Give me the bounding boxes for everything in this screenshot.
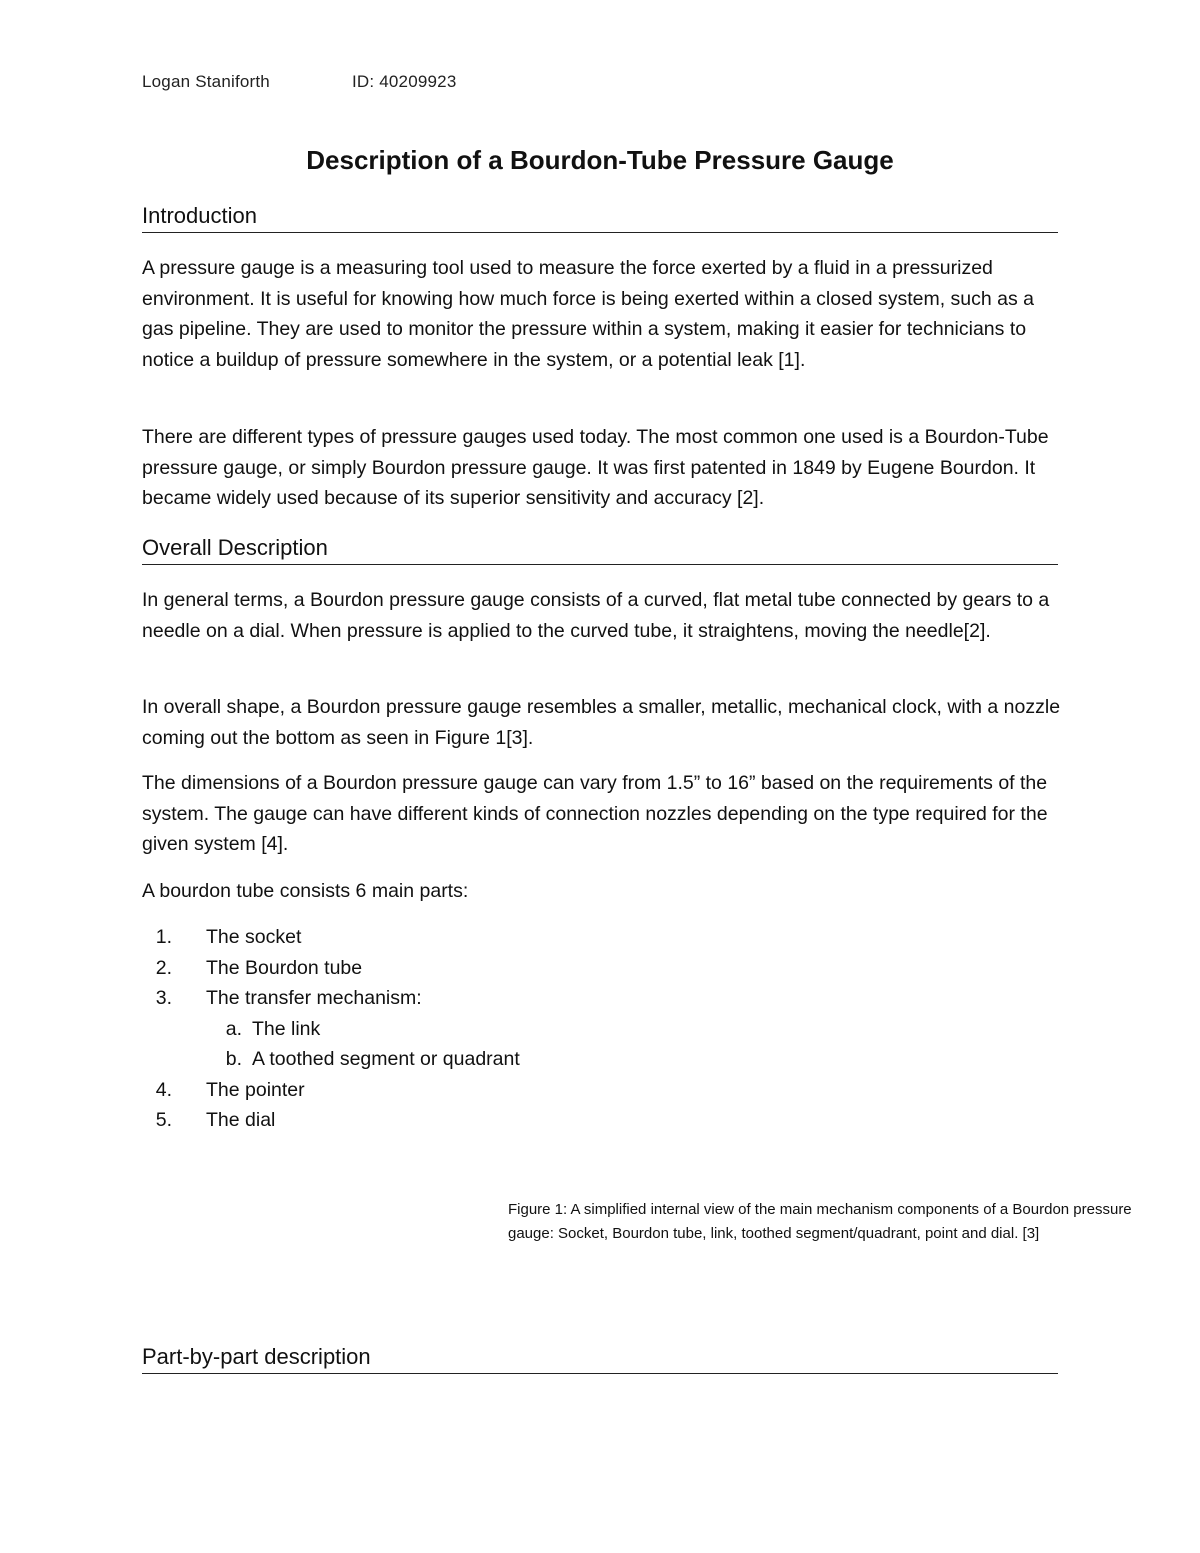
list-item-text: The pointer <box>206 1078 305 1101</box>
heading-introduction: Introduction <box>142 202 1058 233</box>
intro-paragraph-1: A pressure gauge is a measuring tool used to measure the force exerted by a fluid in a pressurized environment. It is useful for knowing how much force is being exerted within a closed system, such as a gas pipeline. They are used to monitor the pressure within a system, making it easier for technicians to notice a buildup of pressure somewhere in the system, or a potential leak [1]. <box>142 257 1035 371</box>
list-subitem <box>142 1014 842 1045</box>
list-number: 5. <box>155 1109 172 1131</box>
list-item <box>142 922 842 953</box>
list-number: 1. <box>155 926 172 948</box>
list-letter: a. <box>225 1017 242 1040</box>
heading-part-by-part: Part-by-part description <box>142 1343 1058 1374</box>
student-id: ID: 40209923 <box>352 72 457 91</box>
list-item-text: A toothed segment or quadrant <box>252 1048 520 1070</box>
overall-paragraph-1: In general terms, a Bourdon pressure gauge consists of a curved, flat metal tube connected by gears to a needle on a dial. When pressure is applied to the curved tube, it straightens, moving the needle[2]. <box>142 589 1050 642</box>
document-title: Description of a Bourdon-Tube Pressure Gauge <box>306 145 894 175</box>
list-item-text: The transfer mechanism: <box>206 987 422 1009</box>
list-number: 2. <box>155 956 172 979</box>
list-number: 3. <box>155 987 172 1009</box>
list-item <box>142 1075 842 1106</box>
list-item <box>142 1105 842 1136</box>
list-item-text: The dial <box>206 1109 276 1131</box>
overall-paragraph-3: The dimensions of a Bourdon pressure gauge can vary from 1.5” to 16” based on the requirements of the system. The gauge can have different kinds of connection nozzles depending on the type required for the given system [4]. <box>142 772 1048 855</box>
list-item-text: The socket <box>206 926 302 948</box>
list-item <box>142 953 842 984</box>
list-item-text: The Bourdon tube <box>206 956 363 979</box>
figure-caption: Figure 1: A simplified internal view of the main mechanism components of a Bourdon pressure gauge: Socket, Bourdon tube, link, toothed segment/quadrant, point and dial. [3] <box>508 1201 1132 1242</box>
intro-paragraph-2: There are different types of pressure gauges used today. The most common one used is a Bourdon-Tube pressure gauge, or simply Bourdon pressure gauge. It was first patented in 1849 by Eugene Bourdon. It became widely used because of its superior sensitivity and accuracy [2]. <box>142 426 1049 509</box>
list-letter: b. <box>225 1048 242 1070</box>
overall-paragraph-2: In overall shape, a Bourdon pressure gauge resembles a smaller, metallic, mechanical clock, with a nozzle coming out the bottom as seen in Figure 1[3]. <box>142 696 1061 749</box>
list-item-text: The link <box>252 1017 321 1040</box>
list-subitem <box>142 1044 842 1075</box>
overall-paragraph-4: A bourdon tube consists 6 main parts: <box>142 880 469 902</box>
list-item <box>142 983 842 1014</box>
main-parts-list <box>142 922 842 1136</box>
author-name: Logan Staniforth <box>142 72 270 91</box>
heading-overall-description: Overall Description <box>142 534 1058 565</box>
list-number: 4. <box>155 1078 172 1101</box>
